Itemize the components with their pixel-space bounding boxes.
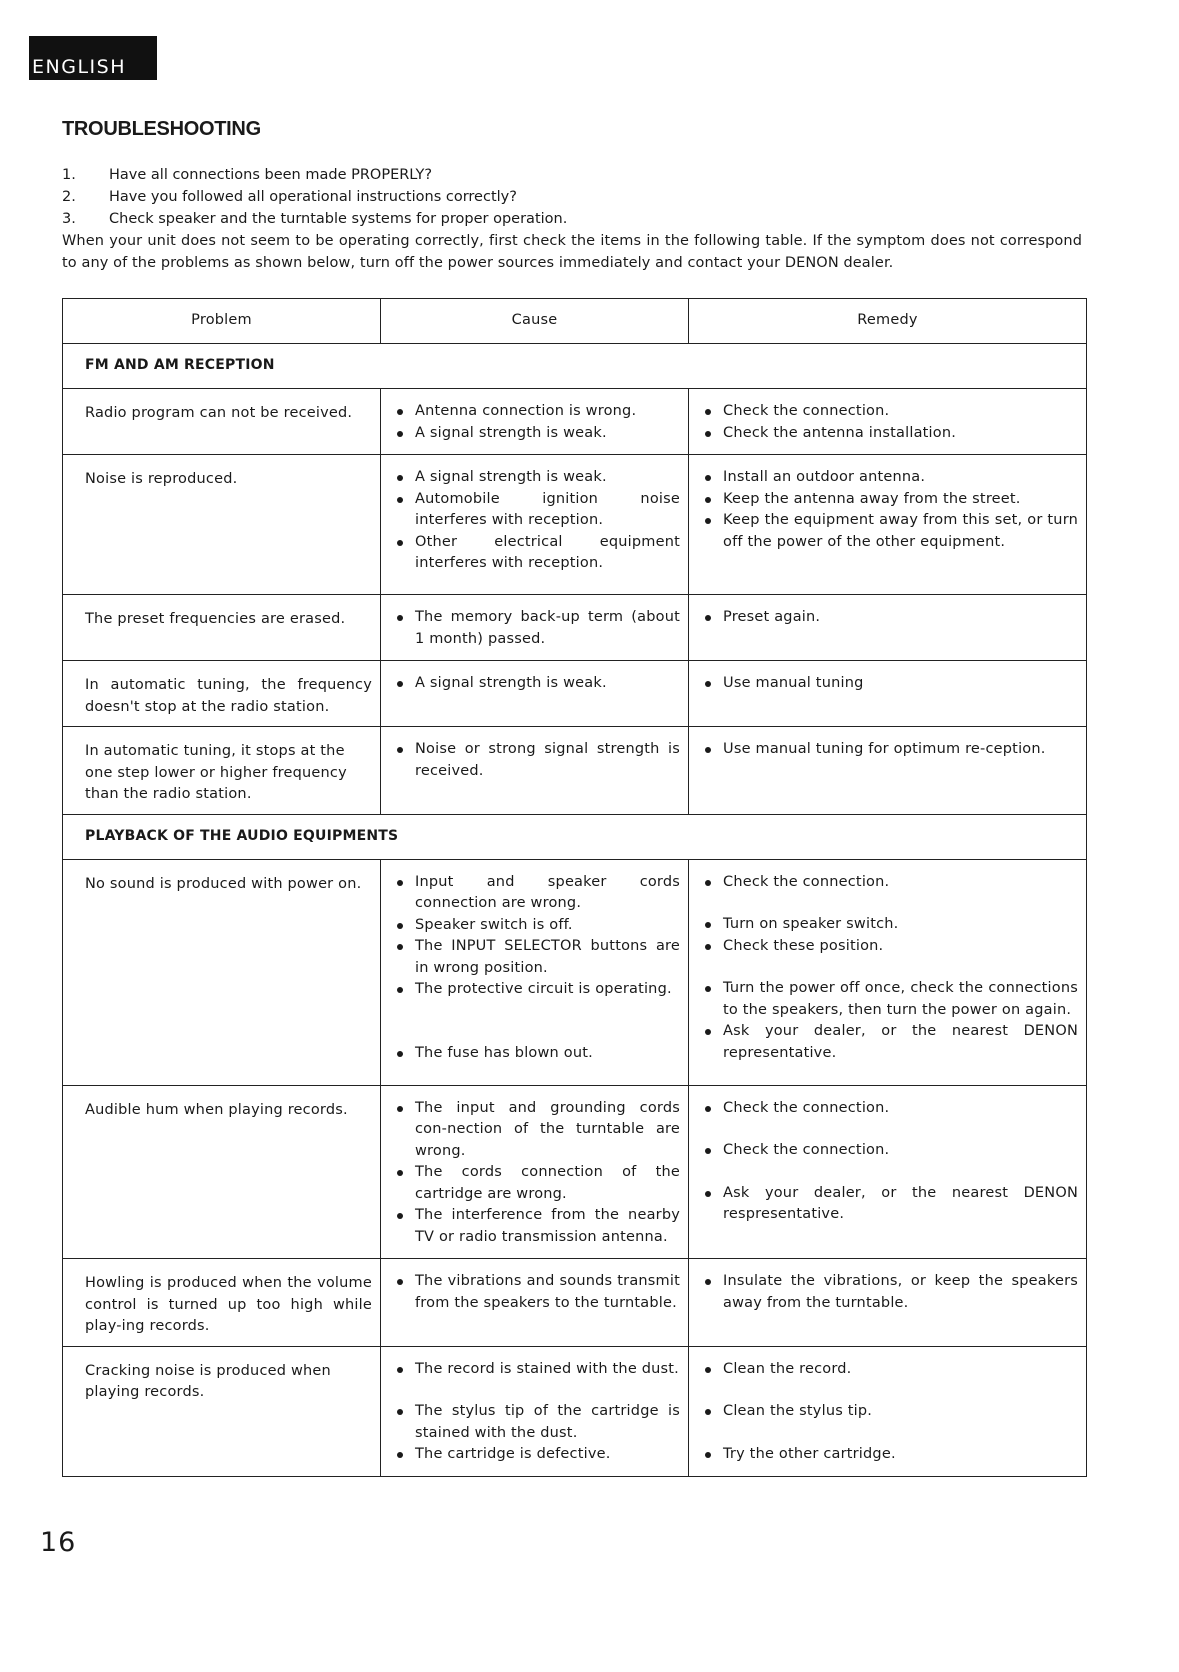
remedy-item: Preset again.: [699, 607, 1078, 629]
problem-cell: Radio program can not be received.: [63, 389, 381, 455]
cause-cell: [381, 661, 689, 727]
table-row: [63, 389, 1087, 455]
cause-item: A signal strength is weak.: [391, 423, 680, 445]
remedy-cell: [689, 389, 1087, 455]
remedy-item: Check the connection.: [699, 401, 1078, 423]
table-row: [63, 455, 1087, 595]
remedy-cell: [689, 1346, 1087, 1476]
remedy-item: Check the connection.: [699, 1098, 1078, 1120]
cause-cell: [381, 389, 689, 455]
remedy-cell: [689, 595, 1087, 661]
checklist-item: [62, 186, 567, 208]
problem-cell: In automatic tuning, it stops at the one step lower or higher frequency than the radio station.: [63, 727, 381, 815]
checklist-item: [62, 208, 567, 230]
checklist-text: Have all connections been made PROPERLY?: [109, 167, 433, 183]
table-row: [63, 727, 1087, 815]
remedy-item: Check the antenna installation.: [699, 423, 1078, 445]
remedy-item: Install an outdoor antenna.: [699, 467, 1078, 489]
troubleshooting-table: [62, 298, 1087, 1477]
remedy-item: Insulate the vibrations, or keep the speakers away from the turntable.: [699, 1271, 1078, 1314]
remedy-item: Use manual tuning: [699, 673, 1078, 695]
remedy-item: Check these position.: [699, 936, 1078, 958]
remedy-item: Turn the power off once, check the connections to the speakers, then turn the power on again.: [699, 978, 1078, 1021]
remedy-item: Ask your dealer, or the nearest DENON representative.: [699, 1021, 1078, 1064]
column-header-remedy: Remedy: [689, 299, 1087, 344]
cause-item: Noise or strong signal strength is received.: [391, 739, 680, 782]
page-number: 16: [40, 1527, 77, 1558]
section-title-playback: PLAYBACK OF THE AUDIO EQUIPMENTS: [63, 814, 1087, 859]
cause-item: The vibrations and sounds transmit from the speakers to the turntable.: [391, 1271, 680, 1314]
cause-cell: [381, 727, 689, 815]
pre-check-list: [62, 164, 567, 230]
column-header-cause: Cause: [381, 299, 689, 344]
problem-cell: Audible hum when playing records.: [63, 1085, 381, 1259]
cause-item: Antenna connection is wrong.: [391, 401, 680, 423]
table-row: [63, 595, 1087, 661]
cause-item: The cartridge is defective.: [391, 1444, 680, 1466]
problem-cell: In automatic tuning, the frequency doesn't stop at the radio station.: [63, 661, 381, 727]
remedy-cell: [689, 455, 1087, 595]
remedy-item: Keep the antenna away from the street.: [699, 489, 1078, 511]
cause-item: The fuse has blown out.: [391, 1043, 680, 1065]
remedy-cell: [689, 1259, 1087, 1347]
remedy-item: Check the connection.: [699, 872, 1078, 894]
problem-cell: Howling is produced when the volume control is turned up too high while play-ing records.: [63, 1259, 381, 1347]
cause-item: Speaker switch is off.: [391, 915, 680, 937]
section-title-fm-am: FM AND AM RECEPTION: [63, 344, 1087, 389]
remedy-item: Clean the record.: [699, 1359, 1078, 1381]
remedy-item: Clean the stylus tip.: [699, 1401, 1078, 1423]
cause-item: The stylus tip of the cartridge is stained with the dust.: [391, 1401, 680, 1444]
cause-item: The record is stained with the dust.: [391, 1359, 680, 1381]
table-row: [63, 859, 1087, 1085]
cause-item: The interference from the nearby TV or radio transmission antenna.: [391, 1205, 680, 1248]
cause-cell: [381, 1259, 689, 1347]
table-row: [63, 1346, 1087, 1476]
remedy-item: Check the connection.: [699, 1140, 1078, 1162]
cause-item: A signal strength is weak.: [391, 673, 680, 695]
table-header-row: [63, 299, 1087, 344]
remedy-item: Try the other cartridge.: [699, 1444, 1078, 1466]
cause-cell: [381, 595, 689, 661]
checklist-text: Have you followed all operational instructions correctly?: [109, 189, 517, 205]
column-header-problem: Problem: [63, 299, 381, 344]
remedy-cell: [689, 727, 1087, 815]
page-title: TROUBLESHOOTING: [62, 118, 261, 140]
checklist-number: 1.: [62, 167, 76, 183]
checklist-number: 2.: [62, 189, 76, 205]
remedy-item: Turn on speaker switch.: [699, 914, 1078, 936]
table-row: [63, 661, 1087, 727]
remedy-cell: [689, 661, 1087, 727]
cause-item: The protective circuit is operating.: [391, 979, 680, 1001]
cause-item: A signal strength is weak.: [391, 467, 680, 489]
cause-item: Other electrical equipment interferes with reception.: [391, 532, 680, 575]
cause-cell: [381, 1085, 689, 1259]
cause-cell: [381, 455, 689, 595]
cause-item: Automobile ignition noise interferes with reception.: [391, 489, 680, 532]
language-badge: ENGLISH: [29, 36, 157, 80]
cause-item: Input and speaker cords connection are wrong.: [391, 872, 680, 915]
cause-item: The cords connection of the cartridge are wrong.: [391, 1162, 680, 1205]
cause-item: The input and grounding cords con-nection of the turntable are wrong.: [391, 1098, 680, 1163]
problem-cell: The preset frequencies are erased.: [63, 595, 381, 661]
remedy-cell: [689, 1085, 1087, 1259]
checklist-number: 3.: [62, 211, 76, 227]
cause-cell: [381, 1346, 689, 1476]
remedy-item: Ask your dealer, or the nearest DENON respresentative.: [699, 1183, 1078, 1226]
checklist-item: [62, 164, 567, 186]
table-row: [63, 1085, 1087, 1259]
cause-item: The INPUT SELECTOR buttons are in wrong position.: [391, 936, 680, 979]
problem-cell: Noise is reproduced.: [63, 455, 381, 595]
checklist-text: Check speaker and the turntable systems for proper operation.: [109, 211, 568, 227]
remedy-item: Use manual tuning for optimum re-ception.: [699, 739, 1078, 761]
remedy-item: Keep the equipment away from this set, or turn off the power of the other equipment.: [699, 510, 1078, 553]
cause-item: The memory back-up term (about 1 month) passed.: [391, 607, 680, 650]
remedy-cell: [689, 859, 1087, 1085]
problem-cell: No sound is produced with power on.: [63, 859, 381, 1085]
intro-paragraph: When your unit does not seem to be operating correctly, first check the items in the following table. If the symptom does not correspond to any of the problems as shown below, turn off the power sources immediately and contact your DENON dealer.: [62, 233, 1082, 271]
section-row: [63, 344, 1087, 389]
table-row: [63, 1259, 1087, 1347]
section-row: [63, 814, 1087, 859]
cause-cell: [381, 859, 689, 1085]
problem-cell: Cracking noise is produced when playing records.: [63, 1346, 381, 1476]
